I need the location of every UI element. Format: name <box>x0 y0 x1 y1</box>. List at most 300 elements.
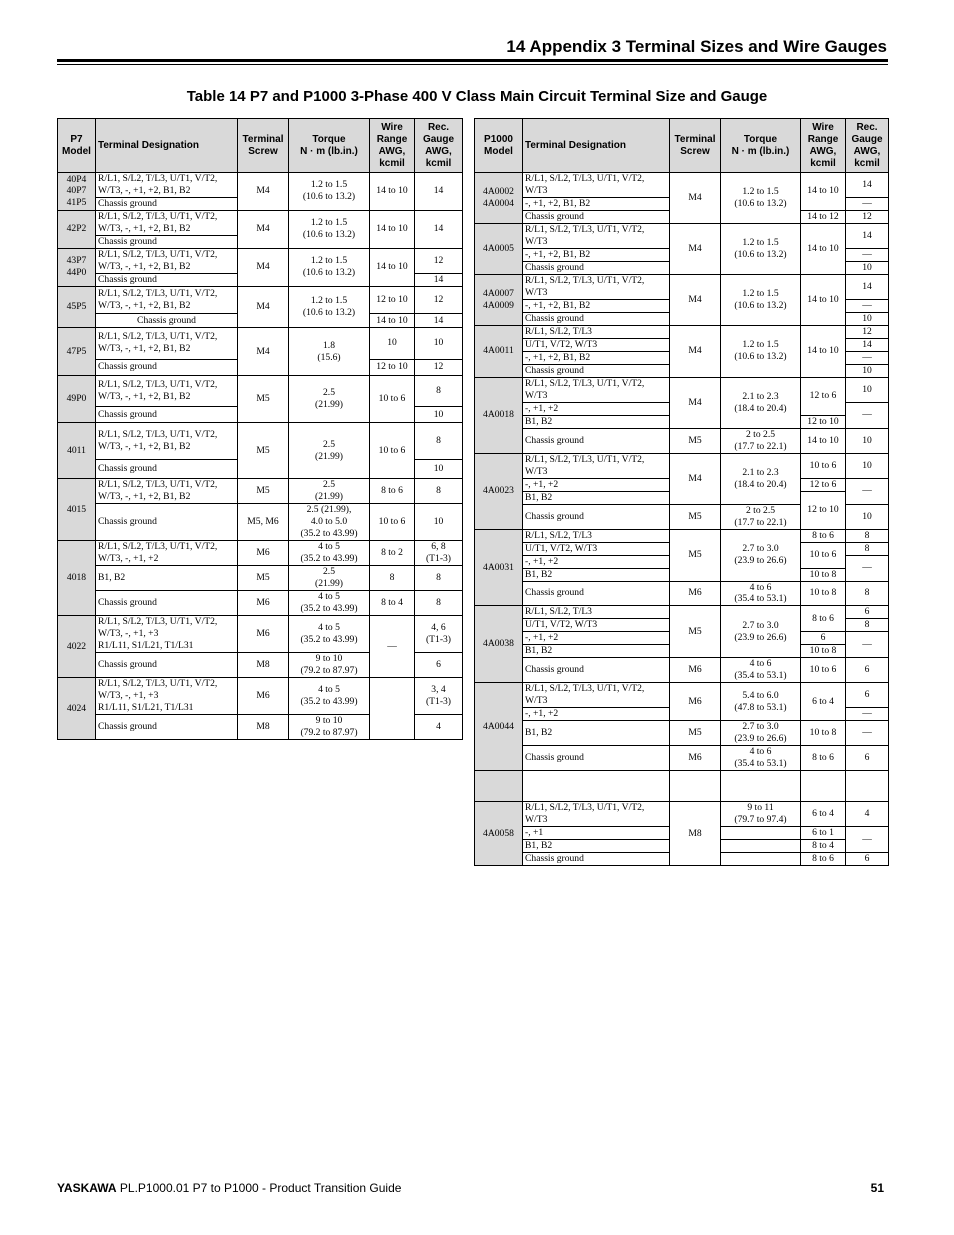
gauge-cell: 14 <box>415 210 463 248</box>
screw-cell: M5 <box>238 479 289 504</box>
table-row <box>58 541 463 566</box>
gauge-cell: 6 <box>846 683 889 708</box>
wire-range-cell: 10 to 6 <box>801 453 846 478</box>
p1000-terminal-table <box>474 118 889 866</box>
wire-range-cell: 8 to 4 <box>370 591 415 616</box>
designation-cell: -, +1, +2 <box>523 555 670 568</box>
wire-range-cell: 14 to 10 <box>370 248 415 286</box>
model-cell: 4A0044 <box>475 683 523 771</box>
gauge-cell: 12 <box>846 325 889 338</box>
screw-cell: M5 <box>670 529 721 581</box>
table-header-row <box>58 119 463 173</box>
torque-cell: 2.7 to 3.0 (23.9 to 26.6) <box>721 721 801 746</box>
designation-cell: U/T1, V/T2, W/T3 <box>523 619 670 632</box>
wire-range-cell: 10 to 6 <box>370 375 415 423</box>
wire-range-cell: 12 to 10 <box>801 491 846 529</box>
gauge-cell: 10 <box>846 261 889 274</box>
screw-cell: M8 <box>670 802 721 866</box>
gauge-cell: 14 <box>415 173 463 211</box>
designation-cell: R/L1, S/L2, T/L3, U/T1, V/T2, W/T3, -, +1, +2 <box>96 541 238 566</box>
designation-cell: R/L1, S/L2, T/L3, U/T1, V/T2, W/T3 <box>523 683 670 708</box>
torque-cell: 4 to 5 (35.2 to 43.99) <box>289 616 370 653</box>
p7-terminal-table <box>57 118 463 740</box>
gauge-cell: 14 <box>846 223 889 248</box>
torque-cell: 2.7 to 3.0 (23.9 to 26.6) <box>721 529 801 581</box>
screw-cell <box>670 771 721 802</box>
gauge-cell: 3, 4 (T1-3) <box>415 678 463 715</box>
header-model: P7 Model <box>58 119 96 173</box>
wire-range-cell: 14 to 10 <box>801 274 846 325</box>
wire-range-cell: 8 to 6 <box>801 746 846 771</box>
designation-cell: B1, B2 <box>523 491 670 504</box>
wire-range-cell: 8 to 6 <box>370 479 415 504</box>
table-row <box>58 479 463 504</box>
gauge-cell: — <box>846 632 889 658</box>
model-cell: 4A0011 <box>475 325 523 377</box>
footer-doc-title <box>57 1181 401 1195</box>
wire-range-cell: 14 to 10 <box>801 428 846 453</box>
designation-cell: U/T1, V/T2, W/T3 <box>523 542 670 555</box>
section-title: 14 Appendix 3 Terminal Sizes and Wire Gauges <box>506 37 887 56</box>
gauge-cell: 6 <box>846 746 889 771</box>
table-row <box>58 678 463 715</box>
model-cell: 4024 <box>58 678 96 740</box>
torque-cell: 9 to 11 (79.7 to 97.4) <box>721 802 801 827</box>
torque-cell <box>721 840 801 853</box>
header-screw: Terminal Screw <box>670 119 721 173</box>
wire-range-cell: 10 to 6 <box>370 504 415 541</box>
designation-cell: -, +1, +2 <box>523 478 670 491</box>
table-row <box>58 210 463 235</box>
model-cell: 4A0031 <box>475 529 523 606</box>
screw-cell: M6 <box>238 591 289 616</box>
wire-range-cell: 8 to 6 <box>801 606 846 632</box>
table-row <box>475 529 889 542</box>
torque-cell: 4 to 6 (35.4 to 53.1) <box>721 581 801 606</box>
wire-range-cell: — <box>370 616 415 678</box>
header-torque: Torque N · m (lb.in.) <box>289 119 370 173</box>
designation-cell: Chassis ground <box>523 853 670 866</box>
screw-cell: M8 <box>238 653 289 678</box>
torque-cell <box>721 771 801 802</box>
table-row <box>475 721 889 746</box>
table-row <box>475 325 889 338</box>
table-row <box>475 771 889 802</box>
model-cell: 4A0018 <box>475 377 523 453</box>
screw-cell: M6 <box>670 746 721 771</box>
torque-cell: 4 to 5 (35.2 to 43.99) <box>289 541 370 566</box>
wire-range-cell: 6 to 1 <box>801 827 846 840</box>
gauge-cell: 10 <box>415 328 463 359</box>
screw-cell: M4 <box>238 210 289 248</box>
designation-cell: Chassis ground <box>96 407 238 423</box>
wire-range-cell <box>801 771 846 802</box>
header-rule-thick <box>57 59 888 62</box>
designation-cell: -, +1, +2 <box>523 708 670 721</box>
wire-range-cell: 14 to 10 <box>801 173 846 211</box>
wire-range-cell: 6 to 4 <box>801 683 846 721</box>
wire-range-cell: 10 to 8 <box>801 581 846 606</box>
designation-cell: Chassis ground <box>96 715 238 740</box>
designation-cell: Chassis ground <box>523 312 670 325</box>
table-row <box>475 802 889 827</box>
screw-cell: M5 <box>670 606 721 658</box>
table-row <box>58 286 463 313</box>
screw-cell: M6 <box>238 616 289 653</box>
header-screw: Terminal Screw <box>238 119 289 173</box>
wire-range-cell: 10 to 8 <box>801 568 846 581</box>
wire-range-cell: 10 to 6 <box>370 423 415 479</box>
table-row <box>475 683 889 708</box>
wire-range-cell: 10 to 8 <box>801 645 846 658</box>
designation-cell: R/L1, S/L2, T/L3, U/T1, V/T2, W/T3, -, +1, +2, B1, B2 <box>96 286 238 313</box>
wire-range-cell: 8 to 6 <box>801 853 846 866</box>
table-row <box>475 453 889 478</box>
screw-cell: M4 <box>670 325 721 377</box>
gauge-cell: 8 <box>415 591 463 616</box>
designation-cell: -, +1, +2, B1, B2 <box>523 351 670 364</box>
table-row <box>58 248 463 273</box>
gauge-cell: 14 <box>846 338 889 351</box>
torque-cell: 2.1 to 2.3 (18.4 to 20.4) <box>721 453 801 504</box>
gauge-cell: 12 <box>415 248 463 273</box>
designation-cell: R/L1, S/L2, T/L3, U/T1, V/T2, W/T3 <box>523 274 670 299</box>
gauge-cell: 8 <box>846 542 889 555</box>
designation-cell: U/T1, V/T2, W/T3 <box>523 338 670 351</box>
torque-cell: 2.5 (21.99) <box>289 423 370 479</box>
screw-cell: M5 <box>670 504 721 529</box>
model-cell: 49P0 <box>58 375 96 423</box>
header-gauge: Rec. Gauge AWG, kcmil <box>846 119 889 173</box>
table-row <box>58 616 463 653</box>
table-row <box>58 504 463 541</box>
torque-cell: 1.2 to 1.5 (10.6 to 13.2) <box>721 274 801 325</box>
designation-cell: Chassis ground <box>523 504 670 529</box>
wire-range-cell: 14 to 10 <box>370 314 415 328</box>
gauge-cell: 12 <box>846 210 889 223</box>
footer-brand: YASKAWA <box>57 1181 117 1195</box>
torque-cell: 2 to 2.5 (17.7 to 22.1) <box>721 428 801 453</box>
screw-cell: M5 <box>670 428 721 453</box>
designation-cell: Chassis ground <box>96 314 238 328</box>
wire-range-cell: 12 to 10 <box>370 286 415 313</box>
gauge-cell: 8 <box>415 423 463 460</box>
gauge-cell: 4 <box>415 715 463 740</box>
model-cell: 4A0038 <box>475 606 523 683</box>
designation-cell: Chassis ground <box>96 359 238 375</box>
gauge-cell: 4 <box>846 802 889 827</box>
wire-range-cell: 12 to 6 <box>801 377 846 415</box>
screw-cell: M5 <box>238 375 289 423</box>
screw-cell: M4 <box>238 328 289 376</box>
gauge-cell: 8 <box>415 375 463 406</box>
model-cell: 40P4 40P7 41P5 <box>58 173 96 211</box>
model-cell <box>475 771 523 802</box>
table-row <box>475 658 889 683</box>
wire-range-cell: 14 to 12 <box>801 210 846 223</box>
designation-cell: Chassis ground <box>96 197 238 210</box>
header-designation: Terminal Designation <box>523 119 670 173</box>
screw-cell: M6 <box>670 658 721 683</box>
model-cell: 45P5 <box>58 286 96 328</box>
screw-cell: M5, M6 <box>238 504 289 541</box>
screw-cell: M8 <box>238 715 289 740</box>
table-row <box>475 428 889 453</box>
gauge-cell: — <box>846 721 889 746</box>
wire-range-cell: 14 to 10 <box>370 173 415 211</box>
designation-cell: Chassis ground <box>523 581 670 606</box>
wire-range-cell: 12 to 10 <box>370 359 415 375</box>
torque-cell: 4 to 5 (35.2 to 43.99) <box>289 678 370 715</box>
designation-cell: Chassis ground <box>96 460 238 479</box>
table-row <box>475 173 889 198</box>
torque-cell: 4 to 5 (35.2 to 43.99) <box>289 591 370 616</box>
screw-cell: M6 <box>670 581 721 606</box>
gauge-cell: 8 <box>846 581 889 606</box>
designation-cell: R/L1, S/L2, T/L3, U/T1, V/T2, W/T3, -, +1, +3 R1/L11, S1/L21, T1/L31 <box>96 616 238 653</box>
designation-cell: -, +1, +2, B1, B2 <box>523 299 670 312</box>
gauge-cell: 8 <box>415 479 463 504</box>
table-row <box>58 375 463 406</box>
torque-cell: 2.5 (21.99) <box>289 375 370 423</box>
designation-cell: Chassis ground <box>523 746 670 771</box>
gauge-cell: — <box>846 351 889 364</box>
gauge-cell: 10 <box>846 504 889 529</box>
header-wire-range: Wire Range AWG, kcmil <box>370 119 415 173</box>
footer-guide-title: PL.P1000.01 P7 to P1000 - Product Transition Guide <box>116 1181 402 1195</box>
screw-cell: M6 <box>670 683 721 721</box>
table-row <box>58 566 463 591</box>
torque-cell <box>721 853 801 866</box>
gauge-cell: 6 <box>846 853 889 866</box>
wire-range-cell <box>370 678 415 740</box>
gauge-cell: — <box>846 708 889 721</box>
designation-cell: Chassis ground <box>523 261 670 274</box>
designation-cell: Chassis ground <box>523 364 670 377</box>
screw-cell: M4 <box>238 286 289 328</box>
designation-cell: R/L1, S/L2, T/L3, U/T1, V/T2, W/T3, -, +1, +3 R1/L11, S1/L21, T1/L31 <box>96 678 238 715</box>
torque-cell: 1.2 to 1.5 (10.6 to 13.2) <box>289 286 370 328</box>
screw-cell: M5 <box>238 423 289 479</box>
table-header-row <box>475 119 889 173</box>
gauge-cell: — <box>846 827 889 853</box>
table-row <box>58 328 463 359</box>
designation-cell: R/L1, S/L2, T/L3, U/T1, V/T2, W/T3, -, +1, +2, B1, B2 <box>96 210 238 235</box>
gauge-cell: — <box>846 248 889 261</box>
designation-cell: B1, B2 <box>96 566 238 591</box>
model-cell: 4A0005 <box>475 223 523 274</box>
model-cell: 4A0023 <box>475 453 523 529</box>
header-designation: Terminal Designation <box>96 119 238 173</box>
torque-cell: 1.2 to 1.5 (10.6 to 13.2) <box>289 173 370 211</box>
gauge-cell: 12 <box>415 359 463 375</box>
designation-cell: B1, B2 <box>523 721 670 746</box>
designation-cell: R/L1, S/L2, T/L3, U/T1, V/T2, W/T3, -, +1, +2, B1, B2 <box>96 173 238 198</box>
wire-range-cell: 8 to 2 <box>370 541 415 566</box>
screw-cell: M4 <box>670 223 721 274</box>
designation-cell: -, +1, +2, B1, B2 <box>523 197 670 210</box>
gauge-cell: 6 <box>846 606 889 619</box>
table-row <box>58 591 463 616</box>
designation-cell: -, +1, +2 <box>523 402 670 415</box>
designation-cell: -, +1, +2 <box>523 632 670 645</box>
gauge-cell: 10 <box>846 453 889 478</box>
gauge-cell: 10 <box>415 504 463 541</box>
wire-range-cell: 10 <box>370 328 415 359</box>
torque-cell: 2.1 to 2.3 (18.4 to 20.4) <box>721 377 801 428</box>
designation-cell: R/L1, S/L2, T/L3, U/T1, V/T2, W/T3 <box>523 453 670 478</box>
header-gauge: Rec. Gauge AWG, kcmil <box>415 119 463 173</box>
designation-cell: R/L1, S/L2, T/L3, U/T1, V/T2, W/T3, -, +1, +2, B1, B2 <box>96 328 238 359</box>
screw-cell: M5 <box>238 566 289 591</box>
designation-cell: R/L1, S/L2, T/L3, U/T1, V/T2, W/T3 <box>523 223 670 248</box>
table-row <box>58 173 463 198</box>
wire-range-cell: 10 to 6 <box>801 658 846 683</box>
torque-cell: 1.2 to 1.5 (10.6 to 13.2) <box>721 173 801 224</box>
table-row <box>475 223 889 248</box>
screw-cell: M5 <box>670 721 721 746</box>
table-caption: Table 14 P7 and P1000 3-Phase 400 V Class Main Circuit Terminal Size and Gauge <box>186 88 768 105</box>
torque-cell: 2.5 (21.99) <box>289 479 370 504</box>
gauge-cell: 4, 6 (T1-3) <box>415 616 463 653</box>
gauge-cell: 10 <box>415 460 463 479</box>
wire-range-cell: 14 to 10 <box>801 325 846 377</box>
gauge-cell: 10 <box>415 407 463 423</box>
designation-cell: Chassis ground <box>96 653 238 678</box>
header-wire-range: Wire Range AWG, kcmil <box>801 119 846 173</box>
table-row <box>58 423 463 460</box>
gauge-cell: 10 <box>846 312 889 325</box>
designation-cell: R/L1, S/L2, T/L3, U/T1, V/T2, W/T3 <box>523 173 670 198</box>
designation-cell: Chassis ground <box>96 273 238 286</box>
designation-cell: Chassis ground <box>523 658 670 683</box>
table-row <box>475 606 889 619</box>
page-number: 51 <box>870 1181 884 1195</box>
table-row <box>475 274 889 299</box>
model-cell: 4022 <box>58 616 96 678</box>
torque-cell: 2.5 (21.99), 4.0 to 5.0 (35.2 to 43.99) <box>289 504 370 541</box>
designation-cell: Chassis ground <box>523 210 670 223</box>
gauge-cell: 8 <box>415 566 463 591</box>
wire-range-cell: 10 to 8 <box>801 721 846 746</box>
designation-cell: R/L1, S/L2, T/L3, U/T1, V/T2, W/T3 <box>523 377 670 402</box>
designation-cell: R/L1, S/L2, T/L3, U/T1, V/T2, W/T3, -, +1, +2, B1, B2 <box>96 479 238 504</box>
gauge-cell: — <box>846 478 889 504</box>
gauge-cell: 14 <box>415 273 463 286</box>
gauge-cell: 14 <box>846 274 889 299</box>
torque-cell: 4 to 6 (35.4 to 53.1) <box>721 658 801 683</box>
torque-cell <box>721 827 801 840</box>
designation-cell: Chassis ground <box>96 504 238 541</box>
designation-cell: B1, B2 <box>523 415 670 428</box>
gauge-cell: 10 <box>846 428 889 453</box>
screw-cell: M4 <box>238 248 289 286</box>
table-row <box>475 746 889 771</box>
gauge-cell: 14 <box>415 314 463 328</box>
torque-cell: 1.2 to 1.5 (10.6 to 13.2) <box>289 248 370 286</box>
wire-range-cell: 14 to 10 <box>370 210 415 248</box>
torque-cell: 1.2 to 1.5 (10.6 to 13.2) <box>721 325 801 377</box>
header-torque: Torque N · m (lb.in.) <box>721 119 801 173</box>
designation-cell: R/L1, S/L2, T/L3, U/T1, V/T2, W/T3, -, +1, +2, B1, B2 <box>96 375 238 406</box>
wire-range-cell: 8 to 6 <box>801 529 846 542</box>
model-cell: 4A0007 4A0009 <box>475 274 523 325</box>
gauge-cell: — <box>846 402 889 428</box>
wire-range-cell: 6 to 4 <box>801 802 846 827</box>
designation-cell: -, +1, +2, B1, B2 <box>523 248 670 261</box>
gauge-cell: 12 <box>415 286 463 313</box>
gauge-cell <box>846 771 889 802</box>
torque-cell: 1.2 to 1.5 (10.6 to 13.2) <box>289 210 370 248</box>
designation-cell: R/L1, S/L2, T/L3 <box>523 529 670 542</box>
screw-cell: M6 <box>238 541 289 566</box>
torque-cell: 4 to 6 (35.4 to 53.1) <box>721 746 801 771</box>
designation-cell: -, +1 <box>523 827 670 840</box>
wire-range-cell: 8 <box>370 566 415 591</box>
designation-cell <box>523 771 670 802</box>
model-cell: 4011 <box>58 423 96 479</box>
gauge-cell: 10 <box>846 364 889 377</box>
wire-range-cell: 6 <box>801 632 846 645</box>
screw-cell: M4 <box>670 173 721 224</box>
torque-cell: 9 to 10 (79.2 to 87.97) <box>289 715 370 740</box>
gauge-cell: — <box>846 197 889 210</box>
screw-cell: M6 <box>238 678 289 715</box>
torque-cell: 1.8 (15.6) <box>289 328 370 376</box>
designation-cell: B1, B2 <box>523 645 670 658</box>
torque-cell: 5.4 to 6.0 (47.8 to 53.1) <box>721 683 801 721</box>
torque-cell: 1.2 to 1.5 (10.6 to 13.2) <box>721 223 801 274</box>
designation-cell: B1, B2 <box>523 840 670 853</box>
torque-cell: 2.7 to 3.0 (23.9 to 26.6) <box>721 606 801 658</box>
table-row <box>475 581 889 606</box>
designation-cell: Chassis ground <box>96 235 238 248</box>
model-cell: 43P7 44P0 <box>58 248 96 286</box>
gauge-cell: 6 <box>846 658 889 683</box>
torque-cell: 2.5 (21.99) <box>289 566 370 591</box>
screw-cell: M4 <box>670 377 721 428</box>
model-cell: 4018 <box>58 541 96 616</box>
torque-cell: 2 to 2.5 (17.7 to 22.1) <box>721 504 801 529</box>
table-row <box>475 377 889 402</box>
designation-cell: B1, B2 <box>523 568 670 581</box>
wire-range-cell: 14 to 10 <box>801 223 846 274</box>
screw-cell: M4 <box>670 274 721 325</box>
model-cell: 4015 <box>58 479 96 541</box>
gauge-cell: 8 <box>846 619 889 632</box>
designation-cell: Chassis ground <box>523 428 670 453</box>
designation-cell: R/L1, S/L2, T/L3 <box>523 325 670 338</box>
wire-range-cell: 10 to 6 <box>801 542 846 568</box>
wire-range-cell: 8 to 4 <box>801 840 846 853</box>
screw-cell: M4 <box>238 173 289 211</box>
model-cell: 47P5 <box>58 328 96 376</box>
designation-cell: R/L1, S/L2, T/L3 <box>523 606 670 619</box>
designation-cell: R/L1, S/L2, T/L3, U/T1, V/T2, W/T3, -, +1, +2, B1, B2 <box>96 423 238 460</box>
gauge-cell: — <box>846 555 889 581</box>
gauge-cell: 6 <box>415 653 463 678</box>
model-cell: 4A0002 4A0004 <box>475 173 523 224</box>
header-rule-thin <box>57 64 888 65</box>
gauge-cell: — <box>846 299 889 312</box>
gauge-cell: 10 <box>846 377 889 402</box>
designation-cell: R/L1, S/L2, T/L3, U/T1, V/T2, W/T3, -, +1, +2, B1, B2 <box>96 248 238 273</box>
screw-cell: M4 <box>670 453 721 504</box>
gauge-cell: 6, 8 (T1-3) <box>415 541 463 566</box>
torque-cell: 9 to 10 (79.2 to 87.97) <box>289 653 370 678</box>
model-cell: 42P2 <box>58 210 96 248</box>
wire-range-cell: 12 to 10 <box>801 415 846 428</box>
